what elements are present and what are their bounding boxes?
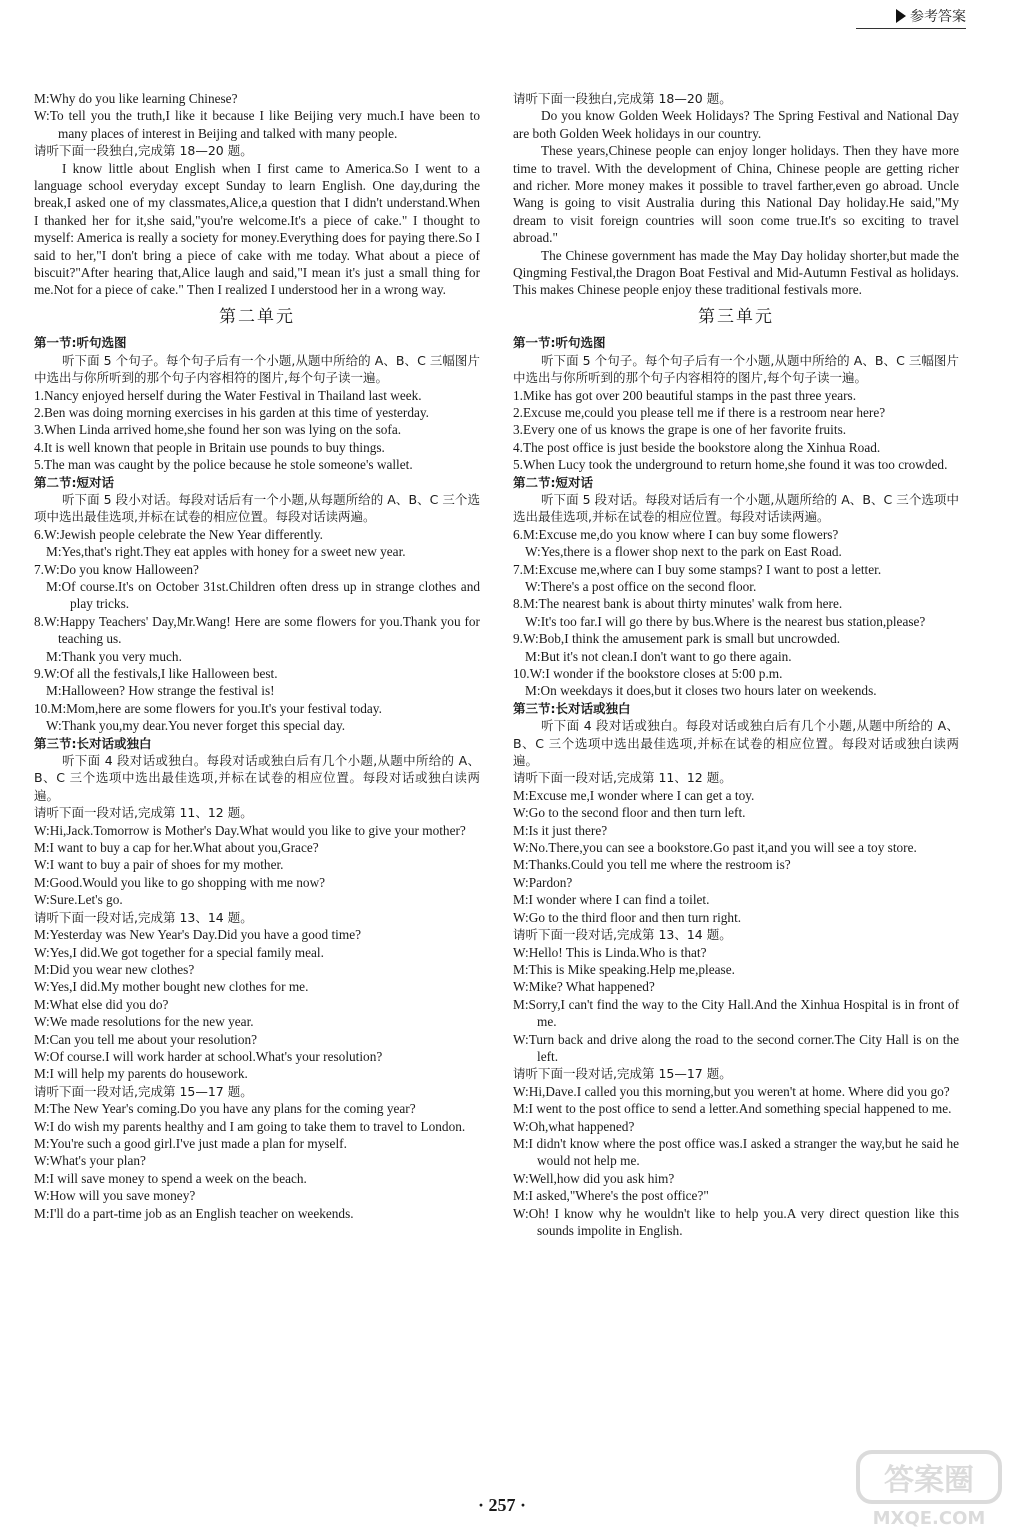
sentence-item: 5.The man was caught by the police because he stole someone's wallet. [34, 457, 413, 473]
sentence-item: 4.It is well known that people in Britain use pounds to buy things. [34, 439, 385, 455]
dialog-line: M:Is it just there? [513, 822, 608, 838]
sentence-item: 1.Mike has got over 200 beautiful stamps in the past three years. [513, 387, 857, 403]
sentence-item: 5.When Lucy took the underground to return home,she found it was too crowded. [513, 457, 948, 473]
dialog-line: W:Yes,I did.My mother bought new clothes for me. [34, 979, 309, 995]
left-column [34, 90, 480, 1222]
section-title: 第三节:长对话或独白 [34, 735, 152, 751]
listen-instruction: 请听下面一段对话,完成第 15—17 题。 [513, 1066, 732, 1082]
dialog-line: W:Well,how did you ask him? [513, 1170, 675, 1186]
dialog-line: W:There's a post office on the second floor. [525, 578, 757, 594]
dialog-line: M:What else did you do? [34, 996, 169, 1012]
dialog-line: M:Thanks.Could you tell me where the restroom is? [513, 857, 791, 873]
dialog-line: M:I went to the post office to send a letter.And something special happened to me. [513, 1101, 952, 1117]
listen-instruction: 请听下面一段对话,完成第 15—17 题。 [34, 1083, 253, 1099]
dialog-line: W:Oh,what happened? [513, 1118, 635, 1134]
triangle-icon [896, 9, 906, 23]
section-instruction: 听下面 4 段对话或独白。每段对话或独白后有几个小题,从题中所给的 A、B、C 三个选项中选出最佳选项,并标在试卷的相应位置。每段对话或独白读两遍。 [513, 718, 959, 769]
section-instruction: 听下面 4 段对话或独白。每段对话或独白后有几个小题,从题中所给的 A、B、C 三个选项中选出最佳选项,并标在试卷的相应位置。每段对话或独白读两遍。 [34, 753, 480, 803]
dialog-line: W:Of course.I will work harder at school.What's your resolution? [34, 1048, 383, 1064]
dialog-line: W:Hello! This is Linda.Who is that? [513, 944, 707, 960]
section-title: 第一节:听句选图 [34, 335, 127, 351]
svg-text:答案圈: 答案圈 [884, 1463, 974, 1498]
page-number: · 257 · [478, 1495, 527, 1515]
dialog-line: M:Why do you like learning Chinese? [34, 91, 238, 106]
dialog-line: W:Oh! I know why he wouldn't like to help you.A very direct question like this sounds impolite in English. [513, 1205, 959, 1238]
dialog-line: W:To tell you the truth,I like it because I like Beijing very much.I have been to many places of interest in Beijing and talked with many people. [34, 108, 480, 141]
sentence-item: 2.Excuse me,could you please tell me if there is a restroom near here? [513, 404, 886, 420]
dialog-line: M:I will help my parents do housework. [34, 1066, 248, 1082]
section-instruction: 听下面 5 个句子。每个句子后有一个小题,从题中所给的 A、B、C 三幅图片中选出与你所听到的那个句子内容相符的图片,每个句子读一遍。 [34, 352, 480, 386]
dialog-line: 7.M:Excuse me,where can I buy some stamps? I want to post a letter. [513, 561, 882, 577]
dialog-line: 10.W:I wonder if the bookstore closes at 5:00 p.m. [513, 666, 783, 681]
dialog-line: M:Excuse me,I wonder where I can get a toy. [513, 787, 755, 803]
dialog-line: W:What's your plan? [34, 1153, 146, 1169]
dialog-line: W:Hi,Jack.Tomorrow is Mother's Day.What would you like to give your mother? [34, 822, 466, 838]
dialog-line: W:No.There,you can see a bookstore.Go past it,and you will see a toy store. [513, 840, 917, 856]
monologue-text: Do you know Golden Week Holidays? The Spring Festival and National Day are both Golden Week holidays in our country. [513, 108, 959, 141]
unit-title: 第三单元 [698, 306, 774, 327]
dialog-line: M:This is Mike speaking.Help me,please. [513, 961, 735, 977]
unit-title: 第二单元 [219, 306, 295, 327]
monologue-text: The Chinese government has made the May Day holiday shorter,but made the Qingming Festival,the Dragon Boat Festival and Mid-Autumn Festival as holidays. This makes Chinese people enjoy these traditional festivals more. [513, 247, 959, 298]
dialog-line: W:Pardon? [513, 874, 573, 890]
dialog-line: W:I do wish my parents healthy and I am going to take them to travel to London. [34, 1118, 466, 1134]
dialog-line: W:Go to the second floor and then turn left. [513, 805, 746, 821]
dialog-line: M:The New Year's coming.Do you have any plans for the coming year? [34, 1101, 416, 1117]
dialog-line: 10.M:Mom,here are some flowers for you.It's your festival today. [34, 700, 382, 716]
sentence-item: 3.When Linda arrived home,she found her son was lying on the sofa. [34, 422, 402, 438]
dialog-line: M:Good.Would you like to go shopping with me now? [34, 874, 326, 890]
dialog-line: M:Sorry,I can't find the way to the City Hall.And the Xinhua Hospital is in front of me. [513, 996, 959, 1030]
dialog-line: W:Hi,Dave.I called you this morning,but you weren't at home. Where did you go? [513, 1083, 950, 1099]
dialog-line: W:I want to buy a pair of shoes for my mother. [34, 857, 284, 873]
dialog-line: W:Turn back and drive along the road to the second corner.The City Hall is on the left. [513, 1031, 959, 1064]
dialog-line: M:I asked,"Where's the post office?" [513, 1188, 709, 1204]
listen-instruction: 请听下面一段对话,完成第 13、14 题。 [513, 927, 732, 943]
dialog-line: 9.W:Bob,I think the amusement park is small but uncrowded. [513, 631, 841, 647]
dialog-line: W:Yes,I did.We got together for a special family meal. [34, 944, 324, 960]
dialog-line: W:Go to the third floor and then turn right. [513, 909, 742, 925]
sentence-item: 1.Nancy enjoyed herself during the Water Festival in Thailand last week. [34, 387, 422, 403]
section-instruction: 听下面 5 段小对话。每段对话后有一个小题,从每题所给的 A、B、C 三个选项中选出最佳选项,并标在试卷的相应位置。每段对话读两遍。 [34, 491, 480, 525]
dialog-line: M:I wonder where I can find a toilet. [513, 892, 710, 908]
dialog-line: M:On weekdays it does,but it closes two hours later on weekends. [525, 683, 877, 699]
dialog-line: M:I'll do a part-time job as an English teacher on weekends. [34, 1205, 354, 1221]
dialog-line: 8.M:The nearest bank is about thirty minutes' walk from here. [513, 596, 843, 612]
page-header [896, 6, 966, 26]
dialog-line: M:Yes,that's right.They eat apples with honey for a sweet new year. [46, 544, 406, 560]
section-instruction: 听下面 5 个句子。每个句子后有一个小题,从题中所给的 A、B、C 三幅图片中选出与你所听到的那个句子内容相符的图片,每个句子读一遍。 [513, 352, 959, 386]
listen-instruction: 请听下面一段对话,完成第 11、12 题。 [34, 805, 253, 821]
dialog-line: 7.W:Do you know Halloween? [34, 561, 199, 577]
svg-text:MXQE.COM: MXQE.COM [872, 1508, 986, 1528]
sentence-item: 3.Every one of us knows the grape is one of her favorite fruits. [513, 422, 847, 438]
right-column [513, 90, 959, 1239]
dialog-line: W:Thank you,my dear.You never forget this special day. [46, 718, 346, 734]
sentence-item: 4.The post office is just beside the bookstore along the Xinhua Road. [513, 439, 881, 455]
header-rule [856, 28, 966, 29]
section-title: 第三节:长对话或独白 [513, 700, 631, 716]
dialog-line: W:Yes,there is a flower shop next to the park on East Road. [525, 544, 842, 560]
dialog-line: M:Halloween? How strange the festival is! [46, 683, 275, 699]
dialog-line: M:Thank you very much. [46, 648, 182, 664]
listen-instruction: 请听下面一段对话,完成第 13、14 题。 [34, 909, 253, 925]
header-label: 参考答案 [910, 9, 966, 25]
section-title: 第二节:短对话 [34, 474, 114, 490]
monologue-text: I know little about English when I first came to America.So I went to a language school everyday except Sunday to learn English. One day,during the break,I asked one of my classmates,Alice,a question that I didn't understand.When I thanked her for it,she said,"you're welcome.It's a piece of cake." I thought to myself: America is really a society for money.Everything does for paying there.So I said to her,"I don't bring a piece of cake with me today. What about a piece of biscuit?"After hearing that,Alice laugh and said,"I mean it's just a small thing for me.Not for a piece of cake." Then I realized I understood her in a wrong way. [34, 160, 480, 298]
dialog-line: M:I want to buy a cap for her.What about you,Grace? [34, 840, 319, 856]
dialog-line: 9.W:Of all the festivals,I like Halloween best. [34, 666, 278, 681]
dialog-line: M:Did you wear new clothes? [34, 961, 195, 977]
dialog-line: M:You're such a good girl.I've just made a plan for myself. [34, 1135, 347, 1151]
dialog-line: M:I will save money to spend a week on the beach. [34, 1170, 307, 1186]
dialog-line: 6.M:Excuse me,do you know where I can buy some flowers? [513, 526, 839, 542]
dialog-line: M:Yesterday was New Year's Day.Did you have a good time? [34, 927, 362, 943]
listen-instruction: 请听下面一段独白,完成第 18—20 题。 [513, 91, 732, 106]
section-instruction: 听下面 5 段对话。每段对话后有一个小题,从题所给的 A、B、C 三个选项中选出最佳选项,并标在试卷的相应位置。每段对话读两遍。 [513, 491, 959, 525]
dialog-line: W:Mike? What happened? [513, 979, 655, 995]
dialog-line: M:But it's not clean.I don't want to go there again. [525, 648, 792, 664]
dialog-line: W:We made resolutions for the new year. [34, 1014, 254, 1030]
dialog-line: M:I didn't know where the post office was.I asked a stranger the way,but he said he would not help me. [513, 1135, 959, 1169]
dialog-line: W:Sure.Let's go. [34, 892, 123, 908]
dialog-line: 8.W:Happy Teachers' Day,Mr.Wang! Here are some flowers for you.Thank you for teaching us. [34, 613, 480, 647]
monologue-text: These years,Chinese people can enjoy longer holidays. Then they have more time to travel. With the development of China, Chinese people are getting richer and richer. More money makes it possible to travel farther,even go abroad. Uncle Wang is going to visit Australia during this National Day holiday.He said,"My dream to visit foreign countries will soon come true.It's so exciting to travel abroad." [513, 143, 959, 246]
dialog-line: W:It's too far.I will go there by bus.Where is the nearest bus station,please? [525, 613, 926, 629]
listen-instruction: 请听下面一段对话,完成第 11、12 题。 [513, 770, 732, 786]
dialog-line: W:How will you save money? [34, 1188, 196, 1204]
dialog-line: 6.W:Jewish people celebrate the New Year differently. [34, 526, 323, 542]
section-title: 第二节:短对话 [513, 474, 593, 490]
dialog-line: M:Can you tell me about your resolution? [34, 1031, 258, 1047]
sentence-item: 2.Ben was doing morning exercises in his garden at this time of yesterday. [34, 404, 429, 420]
section-title: 第一节:听句选图 [513, 335, 606, 351]
dialog-line: M:Of course.It's on October 31st.Children often dress up in strange clothes and play tricks. [46, 578, 480, 612]
listen-instruction: 请听下面一段独白,完成第 18—20 题。 [34, 143, 253, 159]
watermark-logo [854, 1448, 1004, 1528]
